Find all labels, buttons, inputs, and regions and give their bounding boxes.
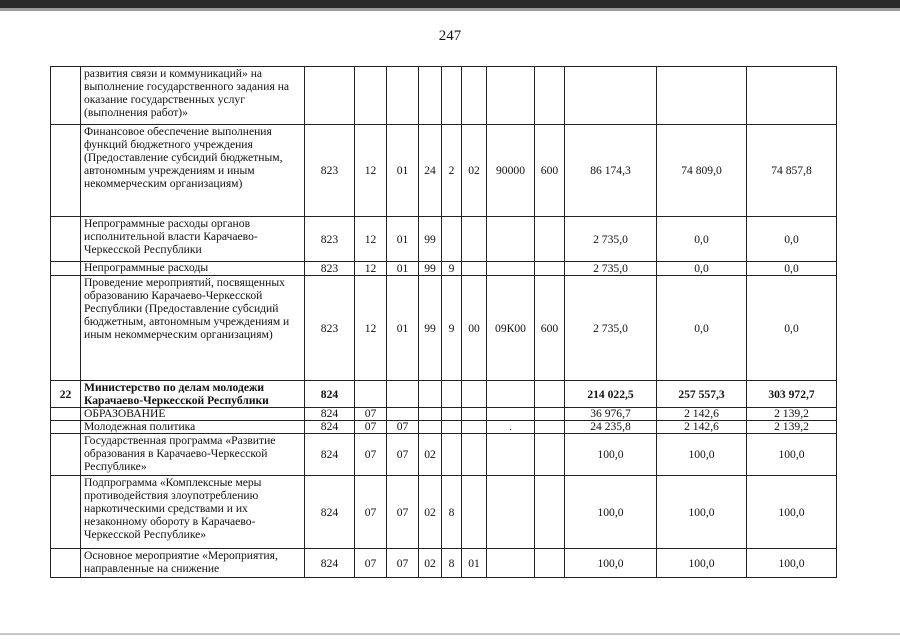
amount-year-1: 86 174,3 bbox=[565, 125, 657, 217]
code-admin: 824 bbox=[305, 381, 355, 408]
code-program: 24 bbox=[419, 125, 442, 217]
amount-year-1: 214 022,5 bbox=[565, 381, 657, 408]
code-direction bbox=[487, 476, 535, 549]
row-number: 22 bbox=[51, 381, 81, 408]
amount-year-2: 74 809,0 bbox=[657, 125, 747, 217]
code-subprogram: 2 bbox=[442, 125, 462, 217]
code-measure bbox=[462, 67, 487, 125]
code-direction: 90000 bbox=[487, 125, 535, 217]
code-subsection: 07 bbox=[387, 549, 419, 578]
code-admin: 824 bbox=[305, 408, 355, 421]
code-expense-type bbox=[535, 421, 565, 434]
row-name: Министерство по делам молодежи Карачаево-Черкесской Республики bbox=[81, 381, 305, 408]
amount-year-3: 303 972,7 bbox=[747, 381, 837, 408]
row-number bbox=[51, 276, 81, 381]
code-program: 99 bbox=[419, 262, 442, 276]
amount-year-1: 2 735,0 bbox=[565, 217, 657, 262]
code-subsection: 01 bbox=[387, 262, 419, 276]
row-name: Государственная программа «Развитие образования в Карачаево-Черкесской Республике» bbox=[81, 434, 305, 476]
code-program bbox=[419, 408, 442, 421]
code-section: 12 bbox=[355, 262, 387, 276]
code-expense-type bbox=[535, 381, 565, 408]
row-number bbox=[51, 408, 81, 421]
row-number bbox=[51, 217, 81, 262]
amount-year-1: 24 235,8 bbox=[565, 421, 657, 434]
code-direction bbox=[487, 381, 535, 408]
code-admin: 823 bbox=[305, 217, 355, 262]
code-section: 07 bbox=[355, 421, 387, 434]
code-direction bbox=[487, 262, 535, 276]
code-subsection: 07 bbox=[387, 434, 419, 476]
code-expense-type: 600 bbox=[535, 125, 565, 217]
amount-year-3: 0,0 bbox=[747, 276, 837, 381]
row-name: ОБРАЗОВАНИЕ bbox=[81, 408, 305, 421]
code-admin: 824 bbox=[305, 549, 355, 578]
code-subprogram: 9 bbox=[442, 276, 462, 381]
row-number bbox=[51, 549, 81, 578]
code-section: 07 bbox=[355, 476, 387, 549]
table-row bbox=[51, 262, 837, 276]
code-measure bbox=[462, 434, 487, 476]
code-section: 12 bbox=[355, 276, 387, 381]
table-row bbox=[51, 549, 837, 578]
code-measure: 02 bbox=[462, 125, 487, 217]
row-number bbox=[51, 262, 81, 276]
scan-edge-shadow bbox=[0, 8, 900, 11]
code-subprogram bbox=[442, 421, 462, 434]
code-section: 12 bbox=[355, 217, 387, 262]
table-row bbox=[51, 408, 837, 421]
amount-year-1 bbox=[565, 67, 657, 125]
code-section: 07 bbox=[355, 434, 387, 476]
code-measure bbox=[462, 408, 487, 421]
row-number bbox=[51, 67, 81, 125]
amount-year-1: 100,0 bbox=[565, 476, 657, 549]
table-row bbox=[51, 421, 837, 434]
code-admin: 823 bbox=[305, 276, 355, 381]
code-measure: 00 bbox=[462, 276, 487, 381]
amount-year-3: 100,0 bbox=[747, 549, 837, 578]
code-subprogram bbox=[442, 434, 462, 476]
amount-year-1: 36 976,7 bbox=[565, 408, 657, 421]
code-direction bbox=[487, 217, 535, 262]
code-admin: 824 bbox=[305, 434, 355, 476]
code-subprogram bbox=[442, 217, 462, 262]
row-name: Непрограммные расходы bbox=[81, 262, 305, 276]
code-section: 07 bbox=[355, 549, 387, 578]
amount-year-2 bbox=[657, 67, 747, 125]
code-section: 12 bbox=[355, 125, 387, 217]
row-name: Непрограммные расходы органов исполнительной власти Карачаево-Черкесской Республики bbox=[81, 217, 305, 262]
code-measure bbox=[462, 421, 487, 434]
code-section: 07 bbox=[355, 408, 387, 421]
code-subsection: 01 bbox=[387, 125, 419, 217]
code-subsection: 01 bbox=[387, 276, 419, 381]
amount-year-2: 0,0 bbox=[657, 262, 747, 276]
code-direction bbox=[487, 67, 535, 125]
amount-year-2: 100,0 bbox=[657, 476, 747, 549]
amount-year-2: 100,0 bbox=[657, 549, 747, 578]
table-row bbox=[51, 276, 837, 381]
code-program bbox=[419, 381, 442, 408]
row-name: Финансовое обеспечение выполнения функций бюджетного учреждения (Предоставление субсидий бюджетным, автономным учреждениям и иным некоммерческим организациям) bbox=[81, 125, 305, 217]
code-program: 99 bbox=[419, 217, 442, 262]
code-admin: 823 bbox=[305, 262, 355, 276]
row-number bbox=[51, 125, 81, 217]
amount-year-3: 100,0 bbox=[747, 434, 837, 476]
amount-year-1: 100,0 bbox=[565, 434, 657, 476]
amount-year-3: 0,0 bbox=[747, 262, 837, 276]
amount-year-2: 2 142,6 bbox=[657, 421, 747, 434]
amount-year-3: 100,0 bbox=[747, 476, 837, 549]
code-direction: 09К00 bbox=[487, 276, 535, 381]
code-program: 02 bbox=[419, 476, 442, 549]
code-expense-type: 600 bbox=[535, 276, 565, 381]
code-program: 02 bbox=[419, 549, 442, 578]
row-number bbox=[51, 434, 81, 476]
code-direction bbox=[487, 434, 535, 476]
code-subprogram bbox=[442, 408, 462, 421]
code-admin: 823 bbox=[305, 125, 355, 217]
page-number: 247 bbox=[438, 28, 462, 44]
amount-year-3: 0,0 bbox=[747, 217, 837, 262]
code-measure bbox=[462, 476, 487, 549]
table-row bbox=[51, 434, 837, 476]
code-program: 99 bbox=[419, 276, 442, 381]
code-admin: 824 bbox=[305, 421, 355, 434]
code-program bbox=[419, 421, 442, 434]
code-expense-type bbox=[535, 67, 565, 125]
amount-year-1: 2 735,0 bbox=[565, 276, 657, 381]
code-program bbox=[419, 67, 442, 125]
budget-table bbox=[50, 66, 837, 578]
amount-year-3: 2 139,2 bbox=[747, 421, 837, 434]
code-direction bbox=[487, 549, 535, 578]
code-subsection: 01 bbox=[387, 217, 419, 262]
amount-year-2: 0,0 bbox=[657, 276, 747, 381]
scan-edge-top bbox=[0, 0, 900, 8]
scan-edge-bottom bbox=[0, 633, 900, 635]
row-name: развития связи и коммуникаций» на выполнение государственного задания на оказание государственных услуг (выполнения работ)» bbox=[81, 67, 305, 125]
table-row bbox=[51, 217, 837, 262]
row-name: Молодежная политика bbox=[81, 421, 305, 434]
code-measure: 01 bbox=[462, 549, 487, 578]
code-measure bbox=[462, 262, 487, 276]
amount-year-3: 2 139,2 bbox=[747, 408, 837, 421]
row-name: Подпрограмма «Комплексные меры противодействия злоупотреблению наркотическими средствами и их незаконному обороту в Карачаево-Черкесской Республике» bbox=[81, 476, 305, 549]
code-subprogram bbox=[442, 381, 462, 408]
amount-year-2: 257 557,3 bbox=[657, 381, 747, 408]
amount-year-1: 2 735,0 bbox=[565, 262, 657, 276]
table-row bbox=[51, 67, 837, 125]
row-number bbox=[51, 421, 81, 434]
code-measure bbox=[462, 381, 487, 408]
code-admin bbox=[305, 67, 355, 125]
code-admin: 824 bbox=[305, 476, 355, 549]
amount-year-2: 0,0 bbox=[657, 217, 747, 262]
code-expense-type bbox=[535, 408, 565, 421]
code-expense-type bbox=[535, 217, 565, 262]
code-expense-type bbox=[535, 262, 565, 276]
code-expense-type bbox=[535, 434, 565, 476]
code-direction: . bbox=[487, 421, 535, 434]
code-subsection bbox=[387, 381, 419, 408]
table-row bbox=[51, 476, 837, 549]
row-name: Проведение мероприятий, посвященных образованию Карачаево-Черкесской Республики (Предоставление субсидий бюджетным, автономным учреждениям и иным некоммерческим организациям) bbox=[81, 276, 305, 381]
amount-year-2: 100,0 bbox=[657, 434, 747, 476]
amount-year-3: 74 857,8 bbox=[747, 125, 837, 217]
row-number bbox=[51, 476, 81, 549]
amount-year-1: 100,0 bbox=[565, 549, 657, 578]
code-subprogram: 8 bbox=[442, 476, 462, 549]
code-expense-type bbox=[535, 549, 565, 578]
code-measure bbox=[462, 217, 487, 262]
code-subprogram: 8 bbox=[442, 549, 462, 578]
code-subprogram: 9 bbox=[442, 262, 462, 276]
code-subsection bbox=[387, 67, 419, 125]
table-row bbox=[51, 125, 837, 217]
code-expense-type bbox=[535, 476, 565, 549]
amount-year-3 bbox=[747, 67, 837, 125]
code-section bbox=[355, 381, 387, 408]
code-subprogram bbox=[442, 67, 462, 125]
table-row-ministry bbox=[51, 381, 837, 408]
code-program: 02 bbox=[419, 434, 442, 476]
code-subsection bbox=[387, 408, 419, 421]
amount-year-2: 2 142,6 bbox=[657, 408, 747, 421]
code-section bbox=[355, 67, 387, 125]
code-subsection: 07 bbox=[387, 476, 419, 549]
code-subsection: 07 bbox=[387, 421, 419, 434]
row-name: Основное мероприятие «Мероприятия, направленные на снижение bbox=[81, 549, 305, 578]
code-direction bbox=[487, 408, 535, 421]
